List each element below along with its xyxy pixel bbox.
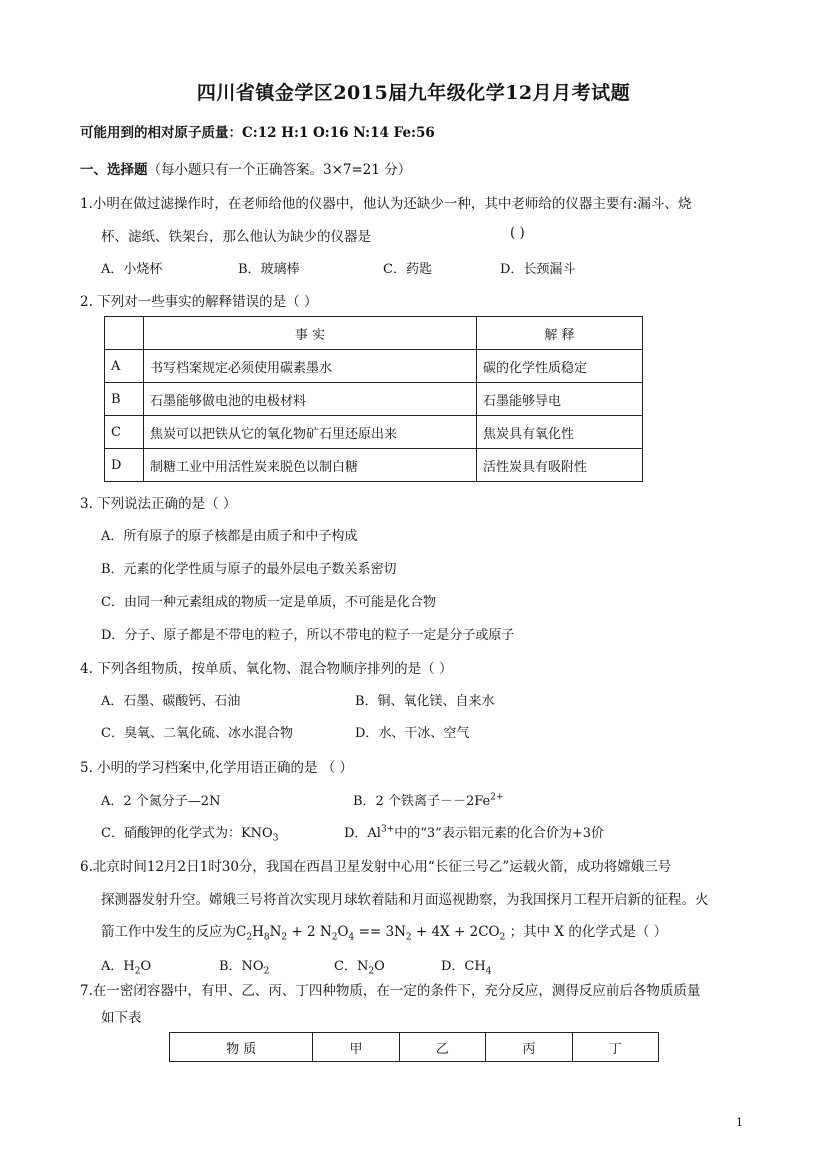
header-substance: 物 质 bbox=[170, 1033, 313, 1062]
row-explanation: 活性炭具有吸附性 bbox=[477, 449, 643, 482]
table-row bbox=[105, 449, 643, 482]
q1-paren: ( ) bbox=[510, 225, 525, 241]
row-explanation: 焦炭具有氧化性 bbox=[477, 416, 643, 449]
row-fact: 焦炭可以把铁从它的氧化物矿石里还原出来 bbox=[144, 416, 477, 449]
atomic-mass-line: 可能用到的相对原子质量：C:12 H:1 O:16 N:14 Fe:56 bbox=[80, 125, 435, 141]
q4-stem: 4. 下列各组物质，按单质、氧化物、混合物顺序排列的是（ ） bbox=[80, 661, 453, 677]
table-row bbox=[105, 350, 643, 383]
row-key: C bbox=[105, 416, 144, 449]
page-title: 四川省镇金学区2015届九年级化学12月月考试题 bbox=[196, 82, 631, 104]
q4-option-d: D．水、干冰、空气 bbox=[355, 726, 470, 741]
q2-stem: 2. 下列对一些事实的解释错误的是（ ） bbox=[80, 294, 318, 310]
row-fact: 制糖工业中用活性炭来脱色以制白糖 bbox=[144, 449, 477, 482]
page-number: 1 bbox=[736, 1116, 743, 1129]
q6-line2: 探测器发射升空。嫦娥三号将首次实现月球软着陆和月面巡视勘察，为我国探月工程开启新的征程。火 bbox=[101, 892, 709, 908]
q6-line3-equation: 箭工作中发生的反应为$C_2H_8N_2 + 2$ $N_2O_4 == 3N_2 + 4X + 2CO_2$ ；其中 X 的化学式是（ ） bbox=[101, 924, 668, 943]
row-fact: 书写档案规定必须使用碳素墨水 bbox=[144, 350, 477, 383]
header-jia: 甲 bbox=[313, 1033, 399, 1062]
header-yi: 乙 bbox=[399, 1033, 485, 1062]
q5-stem: 5. 小明的学习档案中,化学用语正确的是 （ ） bbox=[80, 760, 354, 776]
q7-line1: 7.在一密闭容器中，有甲、乙、丙、丁四种物质，在一定的条件下，充分反应，测得反应前后各物质质量 bbox=[80, 983, 701, 999]
row-fact: 石墨能够做电池的电极材料 bbox=[144, 383, 477, 416]
row-key: B bbox=[105, 383, 144, 416]
q3-option-c: C．由同一种元素组成的物质一定是单质，不可能是化合物 bbox=[101, 595, 436, 610]
header-explanation: 解 释 bbox=[477, 317, 643, 350]
q5-option-a: A．2 个氮分子—2N bbox=[101, 794, 221, 809]
row-key: D bbox=[105, 449, 144, 482]
q6-option-a: A．$H_2O$ bbox=[101, 959, 152, 977]
q3-option-a: A．所有原子的原子核都是由质子和中子构成 bbox=[101, 529, 358, 544]
q1-option-d: D．长颈漏斗 bbox=[500, 262, 576, 277]
q3-option-d: D．分子、原子都是不带电的粒子，所以不带电的粒子一定是分子或原子 bbox=[101, 628, 515, 643]
q6-option-d: D．$CH_4$ bbox=[441, 959, 492, 977]
q7-line2: 如下表 bbox=[101, 1010, 142, 1026]
section-heading bbox=[80, 158, 411, 178]
q3-option-b: B．元素的化学性质与原子的最外层电子数关系密切 bbox=[101, 562, 397, 577]
q2-table bbox=[104, 316, 643, 482]
q1-option-b: B．玻璃棒 bbox=[238, 262, 300, 277]
header-ding: 丁 bbox=[572, 1033, 658, 1062]
table-header-row bbox=[105, 317, 643, 350]
row-key: A bbox=[105, 350, 144, 383]
q6-option-c: C．$N_2O$ bbox=[334, 959, 385, 977]
section-note: （每小题只有一个正确答案。3×7=21 分） bbox=[147, 162, 412, 178]
table-header-row bbox=[170, 1033, 659, 1062]
q4-option-b: B．铜、氧化镁、自来水 bbox=[355, 694, 495, 709]
header-blank bbox=[105, 317, 144, 350]
q1-option-a: A．小烧杯 bbox=[101, 262, 163, 277]
row-explanation: 石墨能够导电 bbox=[477, 383, 643, 416]
q7-table bbox=[169, 1032, 659, 1062]
q3-stem: 3. 下列说法正确的是（ ） bbox=[80, 496, 237, 512]
q5-option-b: B．2 个铁离子$--2Fe^{2+}$ bbox=[353, 792, 504, 809]
q1-option-c: C．药匙 bbox=[383, 262, 432, 277]
q4-option-a: A．石墨、碳酸钙、石油 bbox=[101, 694, 241, 709]
q4-option-c: C．臭氧、二氧化硫、冰水混合物 bbox=[101, 726, 293, 741]
q5-option-c: C．硝酸钾的化学式为：$KNO_3$ bbox=[101, 826, 279, 844]
q1-line1: 1.小明在做过滤操作时，在老师给他的仪器中，他认为还缺少一种，其中老师给的仪器主要有:漏斗、烧 bbox=[80, 196, 692, 212]
header-fact: 事 实 bbox=[144, 317, 477, 350]
q6-option-b: B．$NO_2$ bbox=[219, 959, 270, 977]
section-label: 一、选择题 bbox=[80, 162, 148, 178]
q5-option-d: D．$Al^{3+}$中的“3”表示铝元素的化合价为+3价 bbox=[344, 824, 604, 841]
q1-line2: 杯、滤纸、铁架台，那么他认为缺少的仪器是 bbox=[101, 229, 371, 245]
row-explanation: 碳的化学性质稳定 bbox=[477, 350, 643, 383]
q6-line1: 6.北京时间12月2日1时30分，我国在西昌卫星发射中心用“长征三号乙”运载火箭，成功将嫦娥三号 bbox=[80, 859, 672, 875]
table-row bbox=[105, 383, 643, 416]
header-bing: 丙 bbox=[486, 1033, 572, 1062]
table-row bbox=[105, 416, 643, 449]
